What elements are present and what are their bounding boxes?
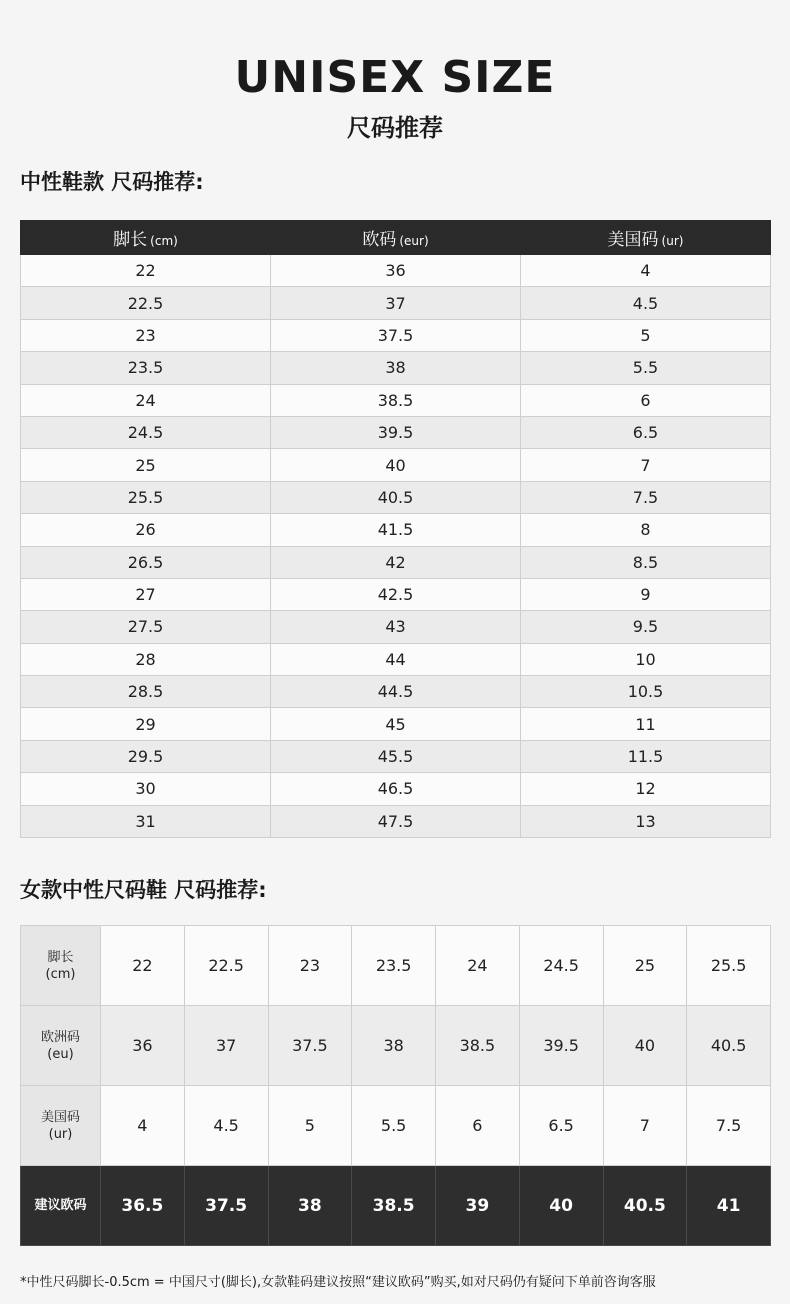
table-cell: 23.5 [352,926,436,1006]
table-cell: 39.5 [271,416,521,448]
col-unit: (ur) [661,234,684,248]
table-row [21,514,771,546]
table-cell: 24.5 [519,926,603,1006]
table-row [21,481,771,513]
table-cell: 44 [271,643,521,675]
table-cell: 25 [21,449,271,481]
row-header [21,1166,101,1246]
table-cell: 11 [521,708,771,740]
table-cell: 13 [521,805,771,837]
table-cell: 9 [521,578,771,610]
table-cell: 11.5 [521,740,771,772]
row-header-label: 美国码 [40,1109,80,1125]
recommended-row [21,1166,771,1246]
table-cell: 28.5 [21,676,271,708]
table-cell: 26 [21,514,271,546]
table-cell: 38 [352,1006,436,1086]
col-header-foot-length [21,221,271,255]
table-cell: 26.5 [21,546,271,578]
table-cell: 41.5 [271,514,521,546]
table-cell: 36.5 [101,1166,185,1246]
page-title: UNISEX SIZE [234,52,556,103]
col-unit: (eur) [399,234,429,248]
table-cell: 37 [184,1006,268,1086]
table-cell: 8.5 [521,546,771,578]
table-cell: 38.5 [436,1006,520,1086]
table-cell: 36 [271,255,521,287]
unisex-size-table [20,220,771,838]
table-row [21,708,771,740]
table-cell: 37.5 [271,319,521,351]
table-row [21,926,771,1006]
table-cell: 4.5 [521,287,771,319]
table-cell: 41 [687,1166,771,1246]
table-cell: 12 [521,773,771,805]
table-cell: 43 [271,611,521,643]
table-cell: 23 [268,926,352,1006]
table-cell: 37 [271,287,521,319]
table-cell: 24 [21,384,271,416]
table-cell: 23.5 [21,352,271,384]
row-header-label: 建议欧码 [34,1198,87,1213]
table-row [21,352,771,384]
table-cell: 22 [21,255,271,287]
table-cell: 40.5 [603,1166,687,1246]
row-header [21,1086,101,1166]
table-cell: 25 [603,926,687,1006]
row-header-label: 脚长 [47,949,74,965]
table-header-row [21,221,771,255]
table-row [21,287,771,319]
table-row [21,611,771,643]
table-cell: 4 [521,255,771,287]
table-row [21,449,771,481]
table-cell: 7.5 [521,481,771,513]
table-cell: 7 [603,1086,687,1166]
table-cell: 10 [521,643,771,675]
col-label: 欧码 [362,230,397,250]
table-cell: 24.5 [21,416,271,448]
table-cell: 30 [21,773,271,805]
table-row [21,676,771,708]
table-cell: 7.5 [687,1086,771,1166]
table-cell: 6.5 [521,416,771,448]
table-cell: 38.5 [352,1166,436,1246]
table-cell: 9.5 [521,611,771,643]
table-cell: 38.5 [271,384,521,416]
table-cell: 37.5 [268,1006,352,1086]
table-row [21,319,771,351]
table-cell: 5.5 [352,1086,436,1166]
women-section-title: 女款中性尺码鞋 尺码推荐: [20,878,267,902]
col-label: 美国码 [607,230,659,250]
table-cell: 7 [521,449,771,481]
table-cell: 5 [268,1086,352,1166]
table-cell: 27 [21,578,271,610]
table-cell: 8 [521,514,771,546]
page-subtitle: 尺码推荐 [347,114,443,142]
table-cell: 37.5 [184,1166,268,1246]
table-cell: 4 [101,1086,185,1166]
table-row [21,805,771,837]
table-cell: 24 [436,926,520,1006]
table-row [21,578,771,610]
table-cell: 39 [436,1166,520,1246]
table-row [21,1086,771,1166]
table-cell: 47.5 [271,805,521,837]
table-cell: 29.5 [21,740,271,772]
table-cell: 22 [101,926,185,1006]
table-cell: 46.5 [271,773,521,805]
table-cell: 40.5 [271,481,521,513]
row-header-unit: (eu) [47,1046,74,1062]
table-row [21,384,771,416]
col-label: 脚长 [113,230,148,250]
footnote: *中性尺码脚长-0.5cm = 中国尺寸(脚长),女款鞋码建议按照“建议欧码”购买,如对尺码仍有疑问下单前咨询客服 [20,1275,656,1290]
table-cell: 28 [21,643,271,675]
table-cell: 4.5 [184,1086,268,1166]
table-cell: 6.5 [519,1086,603,1166]
table-cell: 40 [519,1166,603,1246]
table-cell: 29 [21,708,271,740]
table-cell: 31 [21,805,271,837]
table-cell: 5 [521,319,771,351]
table-cell: 6 [521,384,771,416]
row-header [21,926,101,1006]
row-header-label: 欧洲码 [40,1029,80,1045]
table-cell: 27.5 [21,611,271,643]
table-cell: 10.5 [521,676,771,708]
table-cell: 40 [603,1006,687,1086]
women-size-table [20,925,771,1246]
table-row [21,546,771,578]
table-cell: 22.5 [184,926,268,1006]
table-cell: 40 [271,449,521,481]
table-row [21,255,771,287]
table-cell: 39.5 [519,1006,603,1086]
table-cell: 38 [268,1166,352,1246]
table-cell: 25.5 [21,481,271,513]
table-cell: 6 [436,1086,520,1166]
table-cell: 42.5 [271,578,521,610]
table-row [21,643,771,675]
col-header-us [521,221,771,255]
table-cell: 5.5 [521,352,771,384]
table-row [21,740,771,772]
table-row [21,1006,771,1086]
table-cell: 40.5 [687,1006,771,1086]
table-row [21,416,771,448]
table-cell: 22.5 [21,287,271,319]
table-cell: 25.5 [687,926,771,1006]
unisex-section-title: 中性鞋款 尺码推荐: [20,170,204,194]
row-header-unit: (ur) [48,1126,73,1142]
table-cell: 45 [271,708,521,740]
table-row [21,773,771,805]
row-header-unit: (cm) [45,966,76,982]
table-cell: 38 [271,352,521,384]
table-cell: 42 [271,546,521,578]
col-unit: (cm) [150,234,178,248]
table-cell: 44.5 [271,676,521,708]
col-header-eur [271,221,521,255]
table-cell: 36 [101,1006,185,1086]
table-cell: 45.5 [271,740,521,772]
table-cell: 23 [21,319,271,351]
row-header [21,1006,101,1086]
